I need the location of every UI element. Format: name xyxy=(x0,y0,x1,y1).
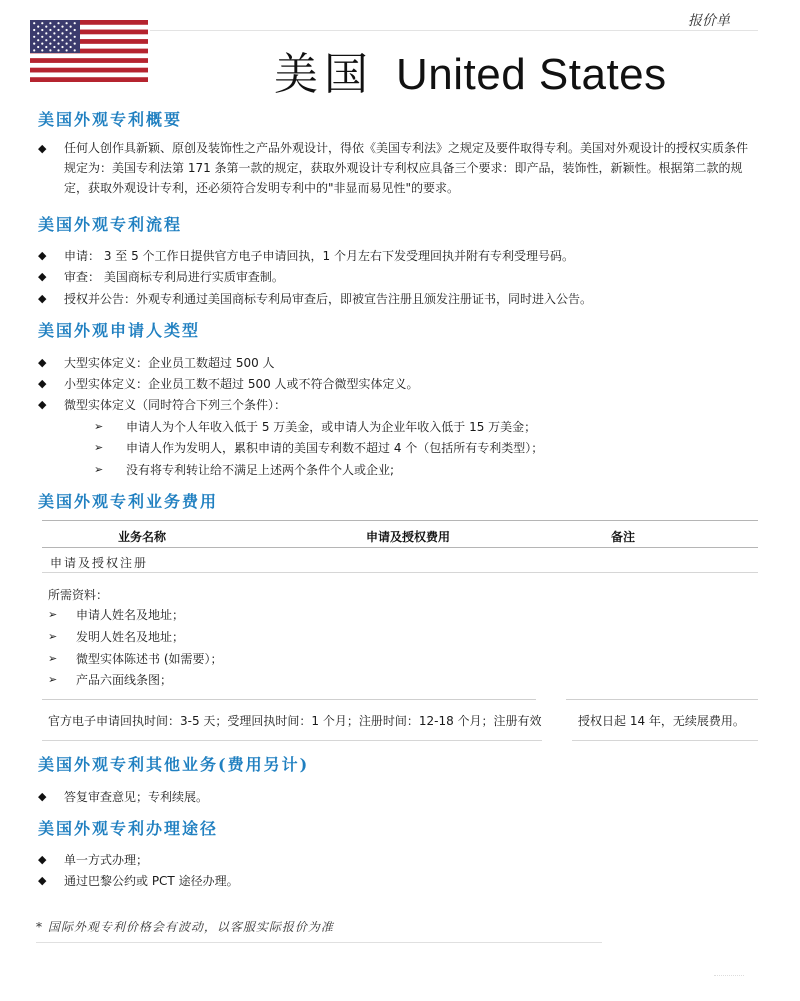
flag-star xyxy=(33,29,35,31)
table-header-note: 备注 xyxy=(611,530,636,544)
timing-text: 官方电子申请回执时间：3-5 天；受理回执时间：1 个月；注册时间：12-18 个月；注册有效 xyxy=(48,714,542,728)
flag-star xyxy=(49,22,51,24)
footer-divider xyxy=(36,942,602,943)
flag-star xyxy=(70,32,72,34)
applicant-item: 微型实体定义（同时符合下列三个条件）： xyxy=(64,398,287,412)
flag-star xyxy=(57,43,59,45)
bullet-icon: ◆ xyxy=(38,249,47,262)
bullet-icon: ◆ xyxy=(38,356,47,369)
flag-star xyxy=(70,46,72,48)
flag-star xyxy=(41,36,43,38)
bullet-icon: ◆ xyxy=(38,874,47,887)
flag-star xyxy=(33,36,35,38)
arrow-bullet-icon: ➢ xyxy=(94,420,104,433)
bullet-icon: ◆ xyxy=(38,142,47,155)
flag-star xyxy=(74,29,76,31)
arrow-bullet-icon: ➢ xyxy=(48,673,58,686)
required-item: 申请人姓名及地址； xyxy=(76,608,185,622)
channel-item: 单一方式办理； xyxy=(64,853,149,867)
flag-star xyxy=(41,49,43,51)
applicant-item: 小型实体定义：企业员工数不超过 500 人或不符合微型实体定义。 xyxy=(64,377,419,391)
section-heading-applicant: 美国外观申请人类型 xyxy=(38,321,201,340)
overview-line: 任何人创作具新颖、原创及装饰性之产品外观设计，得依《美国专利法》之规定及要件取得专利。美国对外观设计的授权实质条件 xyxy=(64,141,749,155)
header-divider xyxy=(150,30,758,31)
flag-star xyxy=(57,22,59,24)
flag-star xyxy=(45,26,47,28)
flag-star xyxy=(66,29,68,31)
flag-star xyxy=(57,49,59,51)
section-heading-channels: 美国外观专利办理途径 xyxy=(38,819,219,838)
flag-star xyxy=(53,46,55,48)
flag-star xyxy=(74,43,76,45)
flag-star xyxy=(33,49,35,51)
faint-divider xyxy=(714,975,744,977)
flag-stripe xyxy=(30,58,148,63)
page-title xyxy=(274,38,667,102)
flag-star xyxy=(49,29,51,31)
flag-canton xyxy=(30,20,80,53)
overview-line: 定，获取外观设计专利，还必须符合发明专利中的"非显而易见性"的要求。 xyxy=(64,181,460,195)
flag-star xyxy=(45,46,47,48)
flag-star xyxy=(66,22,68,24)
table-row-label: 申请及授权注册 xyxy=(50,556,149,570)
applicant-sub-item: 申请人作为发明人，累积申请的美国专利数不超过 4 个（包括所有专利类型）； xyxy=(126,441,544,455)
table-bottom-rule xyxy=(42,740,542,741)
section-heading-other: 美国外观专利其他业务(费用另计) xyxy=(38,755,310,774)
section-heading-overview: 美国外观专利概要 xyxy=(38,110,183,129)
flag-star xyxy=(45,32,47,34)
table-header-name: 业务名称 xyxy=(118,530,167,544)
disclaimer: * 国际外观专利价格会有波动，以客服实际报价为准 xyxy=(36,920,334,934)
other-item: 答复审查意见；专利续展。 xyxy=(64,790,209,804)
process-item: 申请： 3 至 5 个工作日提供官方电子申请回执，1 个月左右下发受理回执并附有专利受理号码。 xyxy=(64,249,574,263)
table-divider xyxy=(42,699,536,700)
flag-star xyxy=(53,26,55,28)
flag-star xyxy=(74,49,76,51)
arrow-bullet-icon: ➢ xyxy=(48,630,58,643)
overview-line: 规定为：美国专利法第 171 条第一款的规定，获取外观设计专利权应具备三个要求：即产品，装饰性，新颖性。根据第二款的规 xyxy=(64,161,743,175)
channel-item: 通过巴黎公约或 PCT 途径办理。 xyxy=(64,874,239,888)
flag-stripe xyxy=(30,68,148,73)
flag-star xyxy=(61,46,63,48)
flag-star xyxy=(66,43,68,45)
flag-stripe xyxy=(30,77,148,82)
flag-star xyxy=(61,32,63,34)
flag-star xyxy=(53,39,55,41)
flag-star xyxy=(61,39,63,41)
flag-stripe xyxy=(30,63,148,68)
flag-star xyxy=(49,43,51,45)
us-flag-icon xyxy=(30,20,148,82)
process-item: 审查： 美国商标专利局进行实质审查制。 xyxy=(64,270,284,284)
flag-star xyxy=(66,49,68,51)
required-item: 微型实体陈述书 (如需要）； xyxy=(76,652,223,666)
section-heading-process: 美国外观专利流程 xyxy=(38,215,183,234)
bullet-icon: ◆ xyxy=(38,398,47,411)
flag-star xyxy=(57,36,59,38)
applicant-item: 大型实体定义：企业员工数超过 500 人 xyxy=(64,356,275,370)
flag-star xyxy=(33,22,35,24)
applicant-sub-item: 申请人为个人年收入低于 5 万美金，或申请人为企业年收入低于 15 万美金； xyxy=(126,420,537,434)
bullet-icon: ◆ xyxy=(38,292,47,305)
required-item: 发明人姓名及地址； xyxy=(76,630,185,644)
bullet-icon: ◆ xyxy=(38,790,47,803)
table-header-fee: 申请及授权费用 xyxy=(366,530,451,544)
table-row-rule xyxy=(42,572,758,573)
table-top-rule xyxy=(42,520,758,521)
process-item: 授权并公告：外观专利通过美国商标专利局审查后，即被宣告注册且颁发注册证书，同时进入公告。 xyxy=(64,292,593,306)
overview-paragraph xyxy=(64,138,754,198)
flag-star xyxy=(41,22,43,24)
flag-star xyxy=(66,36,68,38)
arrow-bullet-icon: ➢ xyxy=(94,441,104,454)
page-title-cn: 美国 xyxy=(274,49,374,100)
arrow-bullet-icon: ➢ xyxy=(48,652,58,665)
arrow-bullet-icon: ➢ xyxy=(94,463,104,476)
validity-note: 授权日起 14 年，无续展费用。 xyxy=(578,714,745,728)
bullet-icon: ◆ xyxy=(38,270,47,283)
flag-stripe xyxy=(30,72,148,77)
flag-star xyxy=(49,49,51,51)
flag-star xyxy=(70,39,72,41)
quote-label: 报价单 xyxy=(688,13,730,29)
flag-star xyxy=(41,29,43,31)
flag-star xyxy=(37,26,39,28)
bullet-icon: ◆ xyxy=(38,377,47,390)
flag-star xyxy=(53,32,55,34)
required-item: 产品六面线条图； xyxy=(76,673,173,687)
flag-star xyxy=(61,26,63,28)
flag-star xyxy=(37,39,39,41)
flag-star xyxy=(74,36,76,38)
flag-star xyxy=(70,26,72,28)
flag-stripe xyxy=(30,53,148,58)
arrow-bullet-icon: ➢ xyxy=(48,608,58,621)
table-header-rule xyxy=(42,547,758,548)
page-title-en: United States xyxy=(396,50,667,99)
applicant-sub-item: 没有将专利转让给不满足上述两个条件个人或企业; xyxy=(126,463,395,477)
flag-star xyxy=(37,46,39,48)
flag-star xyxy=(49,36,51,38)
section-heading-fees: 美国外观专利业务费用 xyxy=(38,492,219,511)
flag-star xyxy=(74,22,76,24)
bullet-icon: ◆ xyxy=(38,853,47,866)
table-divider xyxy=(566,699,758,700)
flag-star xyxy=(57,29,59,31)
required-materials-title: 所需资料： xyxy=(48,588,109,602)
flag-star xyxy=(41,43,43,45)
flag-star xyxy=(45,39,47,41)
flag-star xyxy=(33,43,35,45)
flag-star xyxy=(37,32,39,34)
table-bottom-rule xyxy=(572,740,758,741)
